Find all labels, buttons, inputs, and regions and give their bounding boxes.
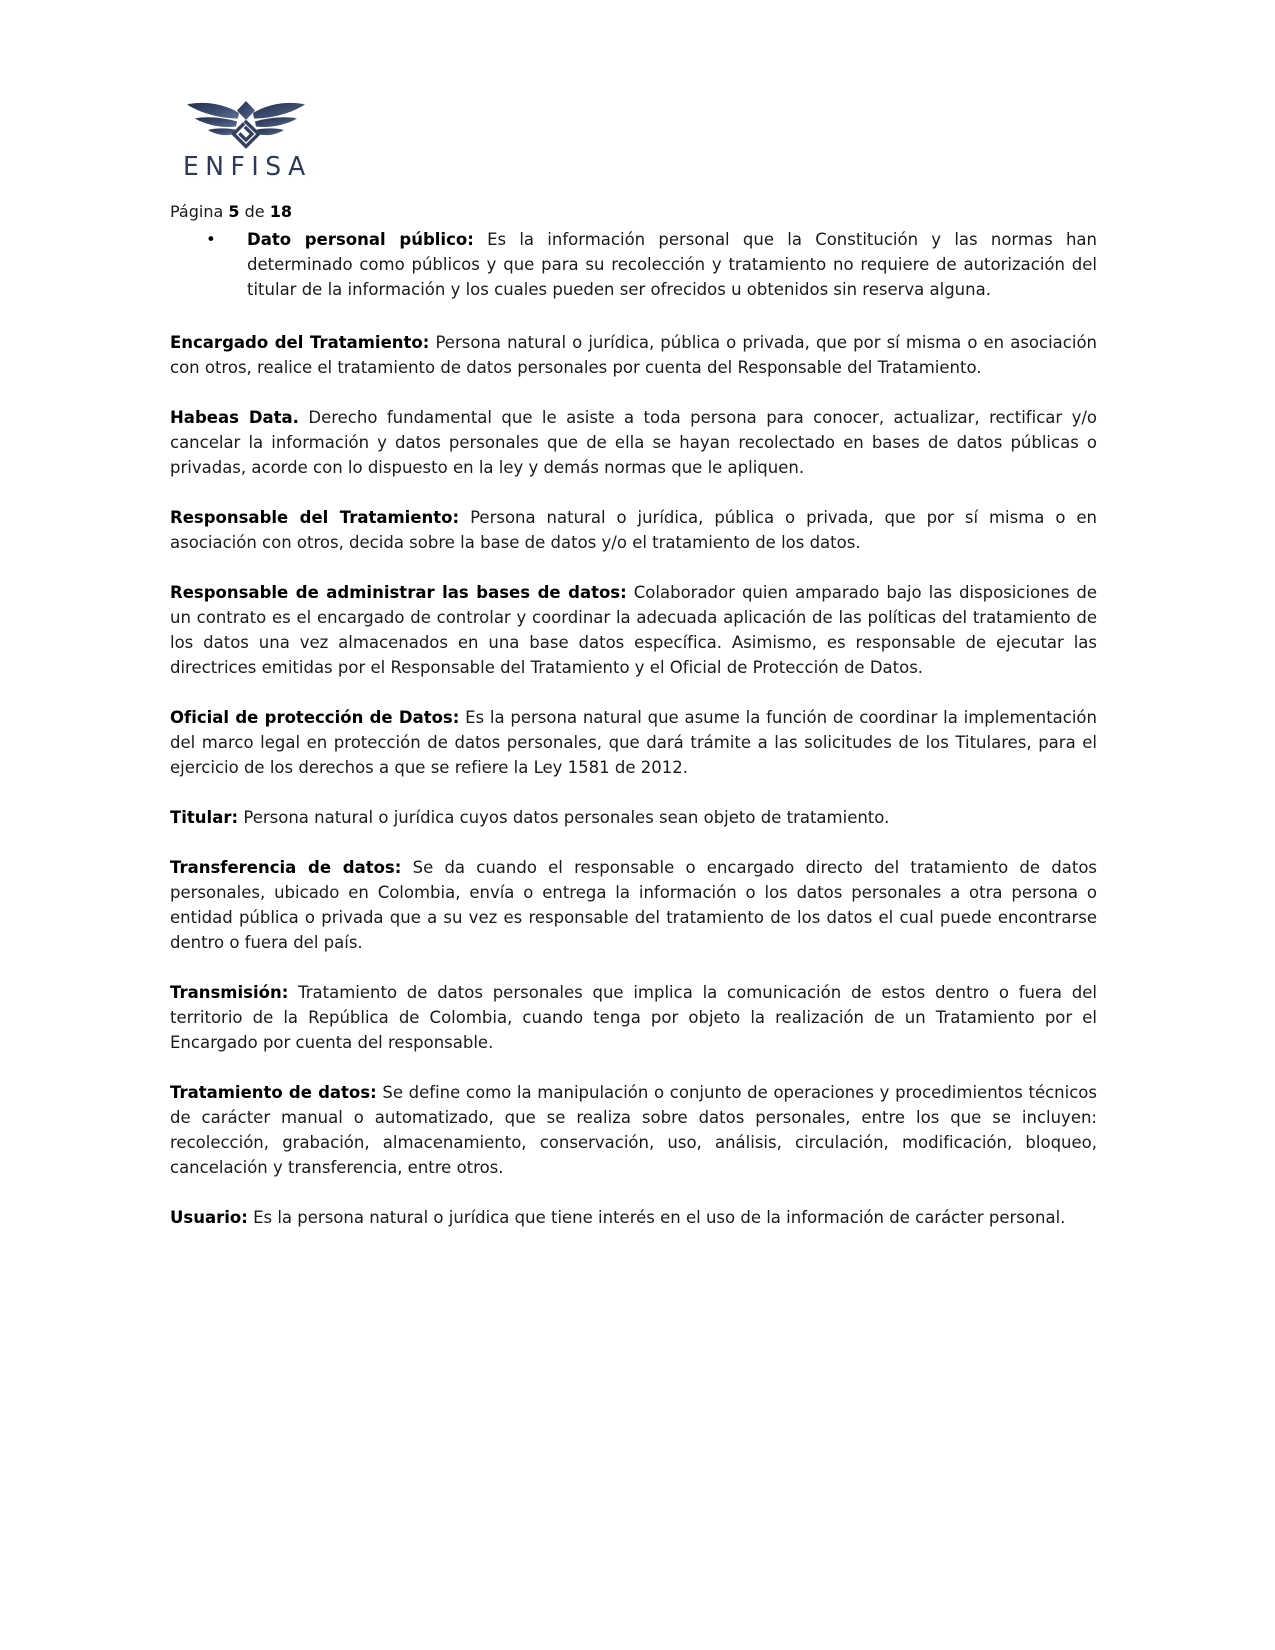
pagination-prefix: Página: [170, 202, 224, 221]
enfisa-logo: [183, 100, 312, 182]
diamond-shape: [237, 101, 255, 120]
document-body: [170, 227, 1097, 1230]
definition-term: Encargado del Tratamiento:: [170, 333, 430, 352]
left-wing: [187, 103, 239, 135]
definition-text: Colaborador quien amparado bajo las disposiciones de un contrato es el encargado de controlar y coordinar la adecuada aplicación de las políticas del tratamiento de los datos una vez almacenados en una base datos específica. Asimismo, es responsable de ejecutar las directrices emitidas por el Responsable del Tratamiento y el Oficial de Protección de Datos.: [170, 583, 1098, 677]
definition-text: Es la persona natural o jurídica que tiene interés en el uso de la información de carácter personal.: [253, 1208, 1066, 1227]
definition-paragraph: [170, 505, 1097, 555]
definition-text: Persona natural o jurídica, pública o privada, que por sí misma o en asociación con otros, realice el tratamiento de datos personales por cuenta del Responsable del Tratamiento.: [170, 333, 1098, 377]
definition-text: Se da cuando el responsable o encargado directo del tratamiento de datos personales, ubicado en Colombia, envía o entrega la información o los datos personales a otra persona o entidad pública o privada que a su vez es responsable del tratamiento de los datos el cual puede encontrarse dentro o fuera del país.: [170, 858, 1098, 952]
definition-paragraph: [170, 980, 1097, 1055]
definition-text: Tratamiento de datos personales que implica la comunicación de estos dentro o fuera del territorio de la República de Colombia, cuando tenga por objeto la realización de un Tratamiento por el Encargado por cuenta del responsable.: [170, 983, 1098, 1052]
definition-paragraph: [170, 1080, 1097, 1180]
definition-paragraph: [170, 855, 1097, 955]
definition-term: Transferencia de datos:: [170, 858, 402, 877]
definition-term: Titular:: [170, 808, 239, 827]
logo-wordmark: ENFISA: [183, 151, 312, 182]
definition-term: Usuario:: [170, 1208, 248, 1227]
definition-text: Es la persona natural que asume la función de coordinar la implementación del marco legal en protección de datos personales, que dará trámite a las solicitudes de los Titulares, para el ejercicio de los derechos a que se refiere la Ley 1581 de 2012.: [170, 708, 1097, 777]
definitions-list: [170, 227, 1097, 302]
definition-paragraph: [170, 705, 1097, 780]
definition-paragraph: [170, 405, 1097, 480]
definition-term: Dato personal público:: [247, 230, 474, 249]
definition-term: Tratamiento de datos:: [170, 1083, 377, 1102]
definition-term: Oficial de protección de Datos:: [170, 708, 460, 727]
definition-text: Se define como la manipulación o conjunto de operaciones y procedimientos técnicos de carácter manual o automatizado, que se realiza sobre datos personales, entre los que se incluyen: recolección, grabación, almacenamiento, conservación, uso, análisis, circulación, modificación, bloqueo, cancelación y transferencia, entre otros.: [170, 1083, 1097, 1177]
pagination-separator: de: [244, 202, 265, 221]
enfisa-wings-icon: [185, 100, 307, 150]
pagination-current: 5: [228, 202, 240, 221]
right-wing: [253, 103, 305, 135]
definition-term: Transmisión:: [170, 983, 289, 1002]
definition-paragraph: [170, 805, 1097, 830]
definition-paragraph: [170, 580, 1097, 680]
list-item: [170, 227, 1097, 302]
definition-text: Persona natural o jurídica, pública o privada, que por sí misma o en asociación con otros, decida sobre la base de datos y/o el tratamiento de los datos.: [170, 508, 1098, 552]
bullet-icon: •: [206, 230, 216, 249]
pagination-total: 18: [269, 202, 292, 221]
definition-text: Persona natural o jurídica cuyos datos personales sean objeto de tratamiento.: [243, 808, 890, 827]
definition-paragraph: [170, 330, 1097, 380]
definition-term: Responsable del Tratamiento:: [170, 508, 460, 527]
definition-text: Derecho fundamental que le asiste a toda persona para conocer, actualizar, rectificar y/o cancelar la información y datos personales que de ella se hayan recolectado en bases de datos públicas o privadas, acorde con lo dispuesto en la ley y demás normas que le apliquen.: [170, 408, 1097, 477]
definition-term: Habeas Data.: [170, 408, 299, 427]
definition-paragraph: [170, 1205, 1097, 1230]
definition-paragraph: [247, 227, 1097, 302]
page-indicator: [170, 201, 292, 223]
definition-text: Es la información personal que la Constitución y las normas han determinado como públicos y que para su recolección y tratamiento no requiere de autorización del titular de la información y los cuales pueden ser ofrecidos u obtenidos sin reserva alguna.: [247, 230, 1097, 299]
center-knot-shape: [234, 122, 259, 147]
definition-term: Responsable de administrar las bases de datos:: [170, 583, 627, 602]
